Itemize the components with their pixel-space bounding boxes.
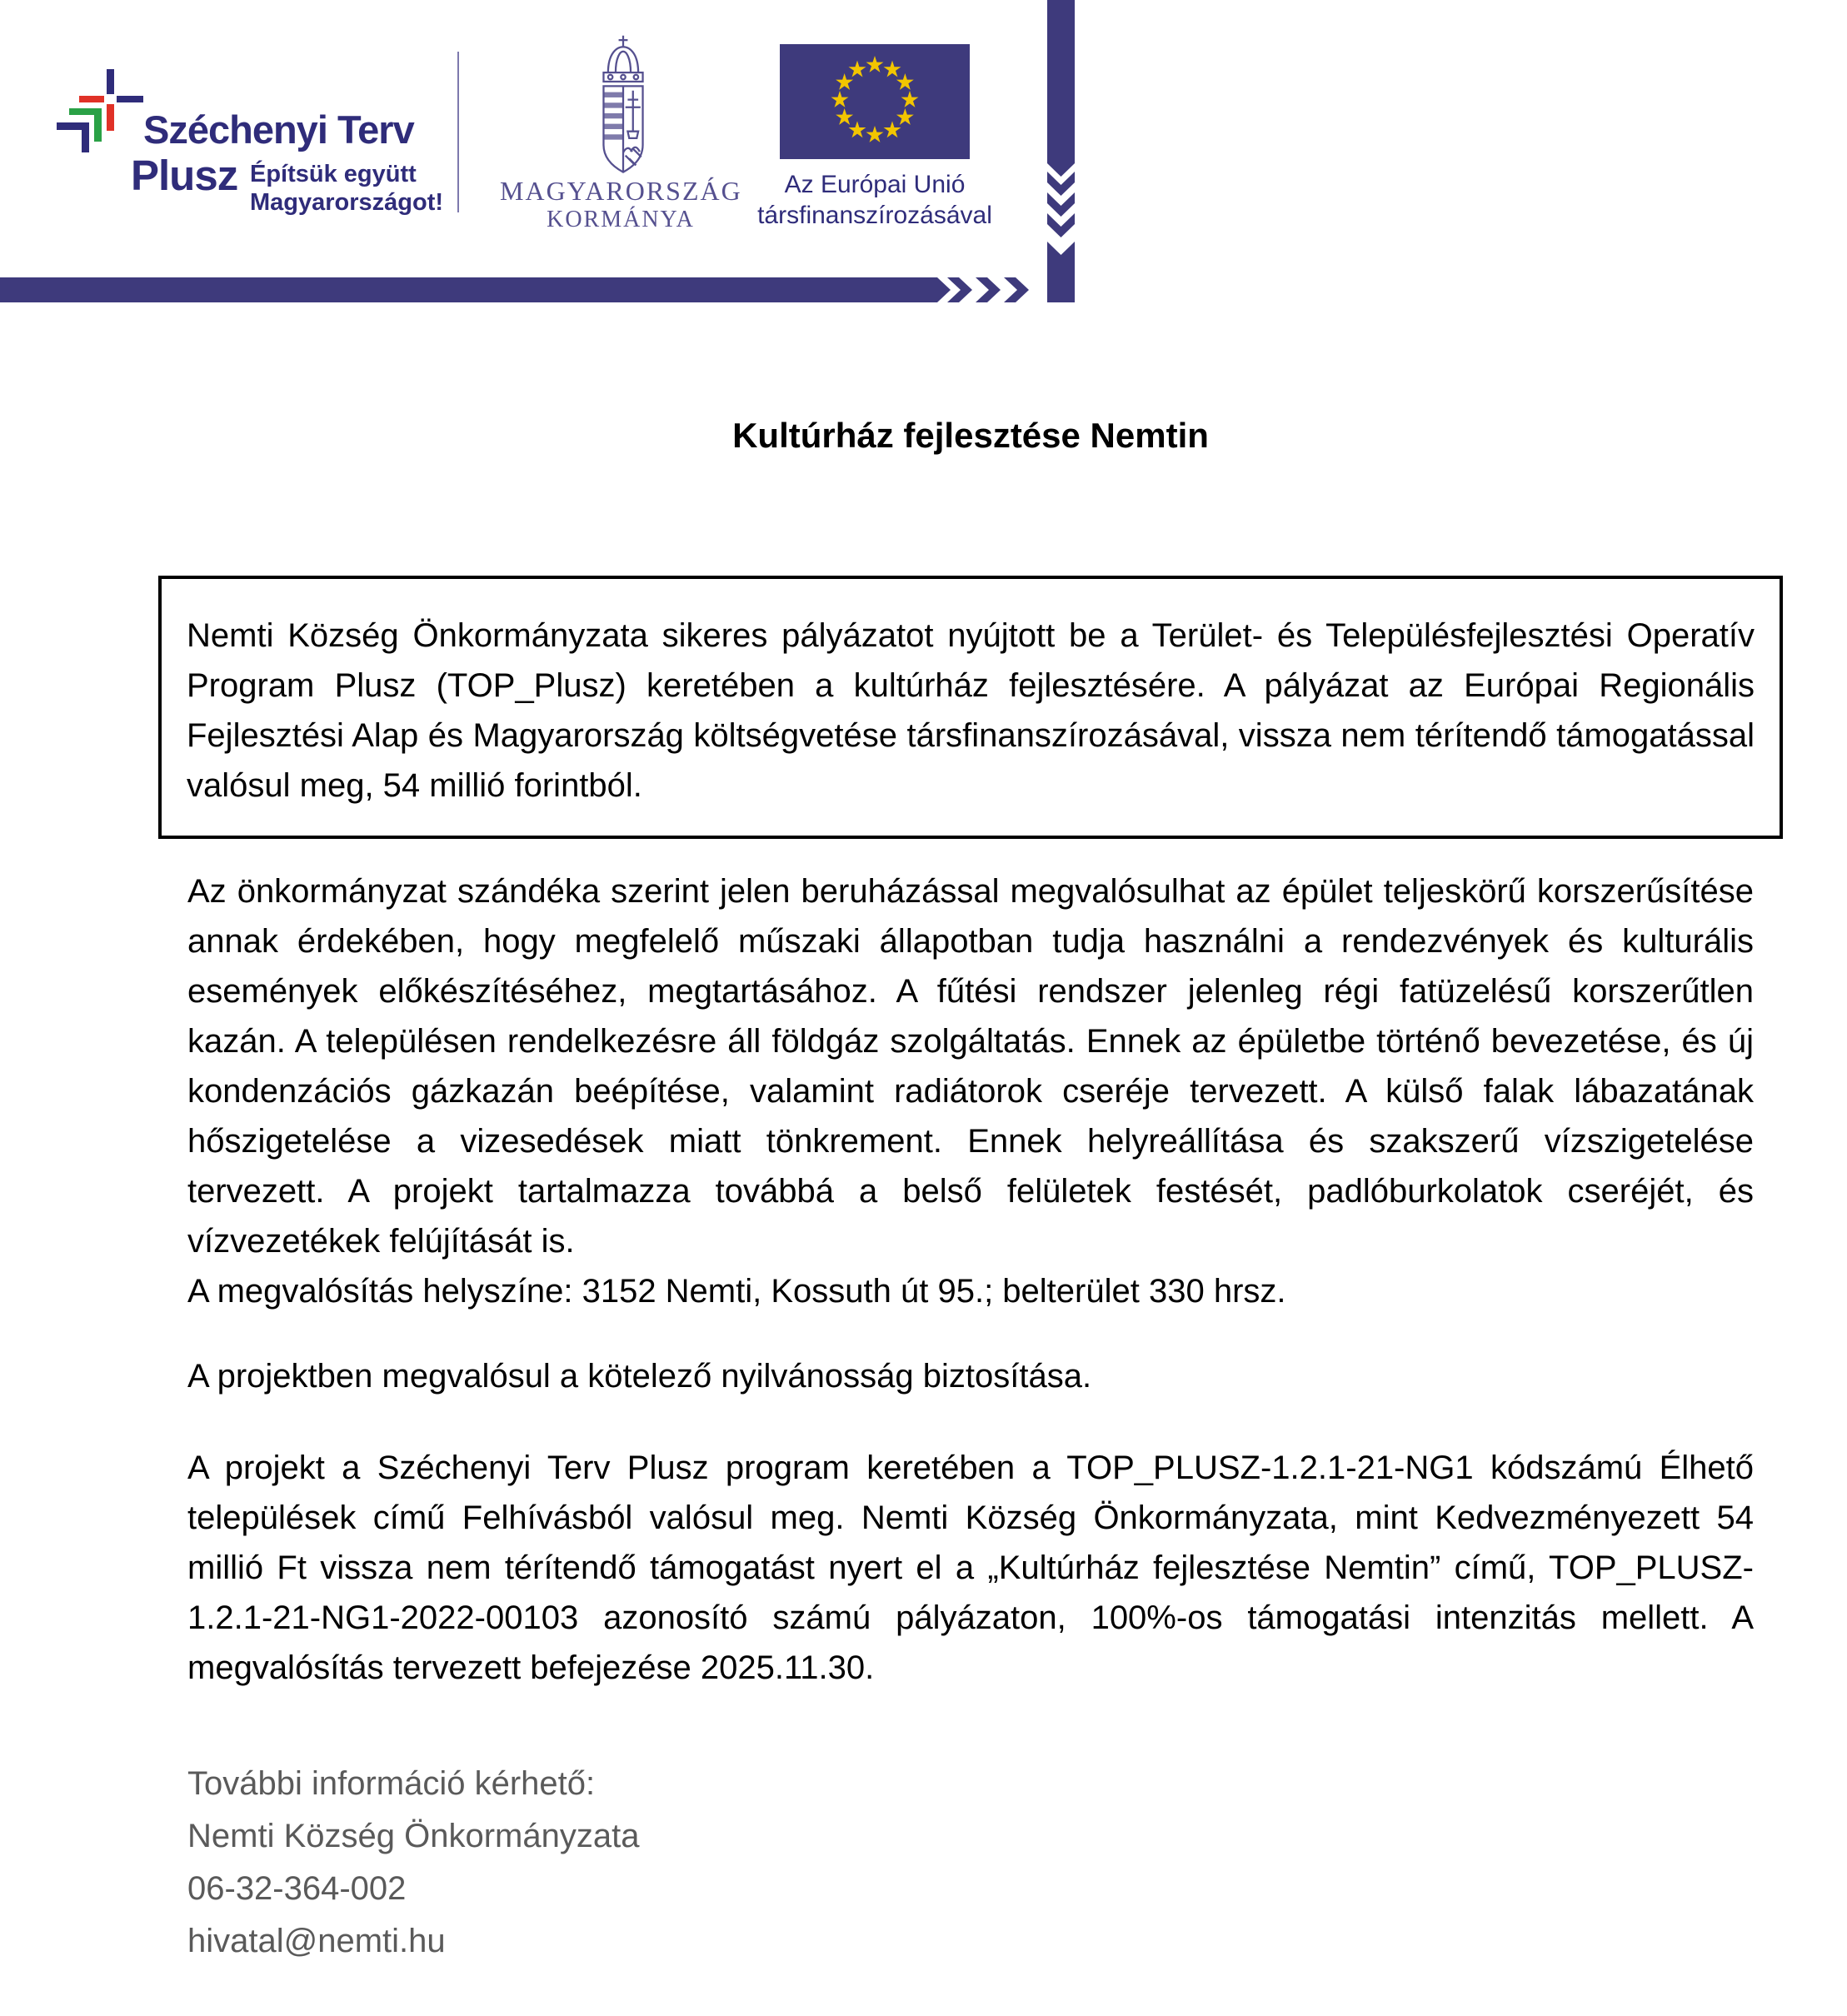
page-title: Kultúrház fejlesztése Nemtin <box>732 416 1209 455</box>
paragraph-program-details: A projekt a Széchenyi Terv Plusz program keretében a TOP_PLUSZ-1.2.1-21-NG1 kódszámú Élhető települések című Felhívásból valósul meg. Nemti Község Önkormányzata, mint Kedvezményezett 54 millió Ft vissza nem térítendő támogatást nyert el a „Kultúrház fejlesztése Nemtin” című, TOP_PLUSZ-1.2.1-21-NG1-2022-00103 azonosító számú pályázaton, 100%-os támogatási intenzitás mellett. A megvalósítás tervezett befejezése 2025.11.30. <box>187 1450 1754 1686</box>
szechenyi-tagline-line1: Építsük együtt <box>250 161 417 187</box>
summary-box: Nemti Község Önkormányzata sikeres pályázatot nyújtott be a Terület- és Településfejlesztési Operatív Program Plusz (TOP_Plusz) keretében a kultúrház fejlesztésére. A pályázat az Európai Regionális Fejlesztési Alap és Magyarország költségvetése társfinanszírozásával, vissza nem térítendő támogatással valósul meg, 54 millió forintból. <box>158 576 1783 839</box>
document-header <box>0 0 1847 317</box>
government-logo-text <box>500 176 741 234</box>
contact-block <box>187 1758 1754 1968</box>
szechenyi-tagline-line2: Magyarországot! <box>250 189 444 216</box>
eu-caption-line2: társfinanszírozásával <box>757 202 992 229</box>
eu-logo-caption <box>750 169 1000 231</box>
location-line: A megvalósítás helyszíne: 3152 Nemti, Kossuth út 95.; belterület 330 hrsz. <box>187 1273 1286 1310</box>
contact-phone: 06-32-364-002 <box>187 1870 407 1907</box>
document-body <box>187 415 1754 1968</box>
szechenyi-cross-icon <box>33 62 146 156</box>
eu-flag-icon <box>780 44 970 159</box>
szechenyi-logo-name-line1: Széchenyi Terv <box>143 107 414 152</box>
paragraph-modernization: Az önkormányzat szándéka szerint jelen beruházással megvalósulhat az épület teljeskörű korszerűsítése annak érdekében, hogy megfelelő műszaki állapotban tudja használni a rendezvények és kulturális események előkészítéséhez, megtartásához. A fűtési rendszer jelenleg régi fatüzelésű korszerűtlen kazán. A településen rendelkezésre áll földgáz szolgáltatás. Ennek az épületbe történő bevezetése, és új kondenzációs gázkazán beépítése, valamint radiátorok cseréje tervezett. A külső falak lábazatának hőszigetelése a vizesedések miatt tönkrement. Ennek helyreállítása és szakszerű vízszigetelése tervezett. A projekt tartalmazza továbbá a belső felületek festését, padlóburkolatok cseréjét, és vízvezetékek felújítását is. <box>187 873 1754 1260</box>
hungarian-coat-of-arms-icon <box>585 33 661 177</box>
government-text-line2: KORMÁNYA <box>547 207 695 232</box>
contact-organization: Nemti Község Önkormányzata <box>187 1818 640 1854</box>
header-divider <box>457 52 459 212</box>
publicity-line: A projektben megvalósul a kötelező nyilvánosság biztosítása. <box>187 1358 1092 1395</box>
szechenyi-logo-tagline <box>250 160 443 217</box>
contact-email: hivatal@nemti.hu <box>187 1923 446 1959</box>
government-text-line1: MAGYARORSZÁG <box>500 176 742 206</box>
contact-heading: További információ kérhető: <box>187 1765 596 1802</box>
eu-caption-line1: Az Európai Unió <box>784 171 966 198</box>
szechenyi-logo-name-line2: Plusz <box>131 152 238 199</box>
